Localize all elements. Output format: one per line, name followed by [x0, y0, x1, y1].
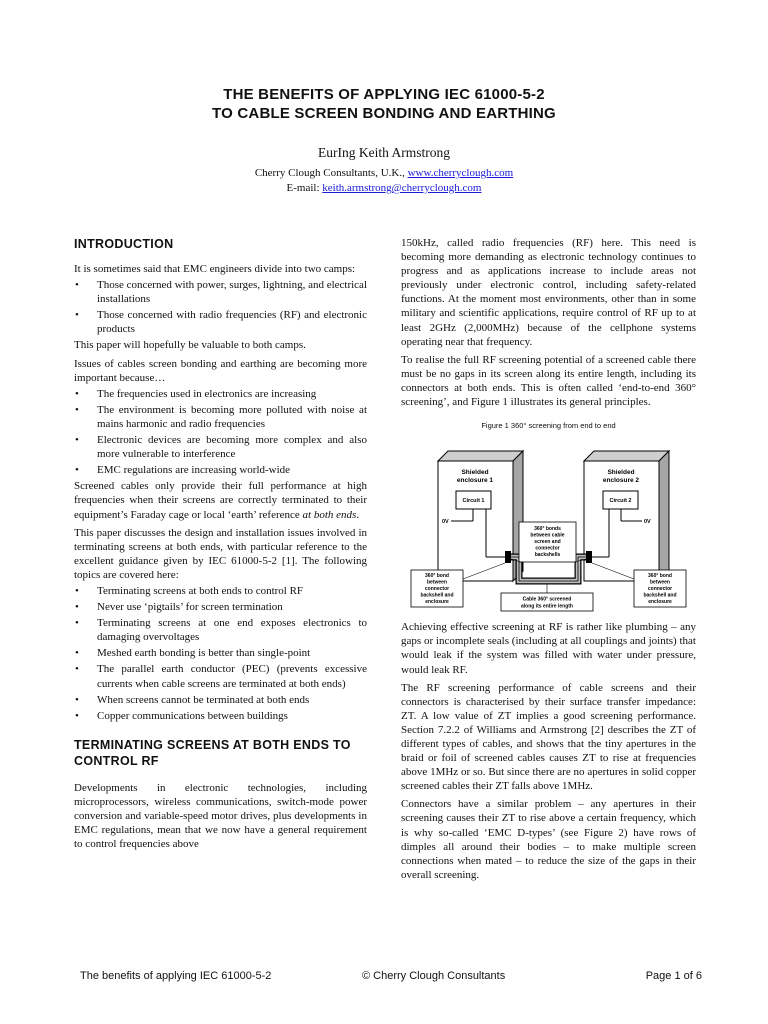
right-paragraph-1: 150kHz, called radio frequencies (RF) here. This need is becoming more demanding as electronic technology continues to progress and as applications increase to include areas not previously under electronic control, including safety-related functions. At the moment most environments, other than in some military and scientific applications, require control of RF up to at least 2GHz (2,000MHz) because of the cellphone systems operating near that frequency.: [401, 237, 696, 348]
list-item: [74, 387, 367, 401]
section-2-paragraph-1: Developments in electronic technologies, including microprocessors, wireless communications, switch-mode power conversion and variable-speed motor drives, plus developments in EMC regulations, mean that we now have a general requirement to control frequencies above: [74, 781, 367, 851]
list-item: [74, 433, 367, 461]
intro-paragraph-4: [74, 479, 367, 521]
center-callout-2: between cable: [530, 532, 565, 539]
list-item-text: When screens cannot be terminated at both ends: [97, 693, 310, 706]
list-item-text: Meshed earth bonding is better than single-point: [97, 647, 311, 660]
list-item-text: The parallel earth conductor (PEC) (prevents excessive currents when cable screens are terminated at both ends): [97, 663, 367, 690]
p4-text: Screened cables only provide their full performance at high frequencies when their screens are correctly terminated to their equipment’s Faraday cage or local ‘earth’ reference: [74, 480, 367, 521]
figure-1: [401, 439, 696, 614]
cable-callout-1: Cable 360° screened: [522, 596, 572, 603]
center-callout-4: connector: [535, 545, 560, 552]
website-link[interactable]: www.cherryclough.com: [407, 167, 514, 179]
section-2-heading-line-2: CONTROL RF: [74, 753, 159, 768]
enclosure-2-label-2: enclosure 2: [602, 477, 640, 485]
left-callout-3: connector: [424, 586, 450, 593]
bullet-icon: •: [75, 647, 79, 660]
zero-v-label-1: 0V: [442, 519, 449, 526]
list-item: [74, 584, 367, 598]
list-item: [74, 662, 367, 690]
paper-title-line-2: TO CABLE SCREEN BONDING AND EARTHING: [212, 105, 556, 122]
list-item-text: Never use ‘pigtails’ for screen termination: [97, 601, 283, 614]
connector-1: [505, 551, 511, 563]
cable-callout-2: along its entire length: [521, 603, 573, 610]
circuit-1-label: Circuit 1: [462, 498, 485, 505]
bullet-icon: •: [75, 693, 79, 706]
right-paragraph-4: The RF screening performance of cable screens and their connectors is characterised by their surface transfer impedance: ZT. A low value of ZT implies a good screening performance. Section 7.2.2 of Williams and Armstrong [2] describes the ZT of different types of cables, and shows that the tiny apertures in the braid or foil of screened cables causes ZT to rise at frequencies above 1MHz or so. But since there are no apertures in solid copper screened cables their ZT falls above 1MHz.: [401, 681, 696, 793]
author-name: EurIng Keith Armstrong: [318, 145, 450, 160]
right-callout-4: backshell and: [643, 592, 677, 599]
list-item-text: The frequencies used in electronics are increasing: [97, 387, 317, 400]
center-callout-1: 360° bonds: [534, 526, 561, 533]
circuit-2-label: Circuit 2: [609, 498, 632, 505]
affiliation: [0, 167, 768, 179]
figure-1-caption: Figure 1 360° screening from end to end: [481, 421, 616, 431]
enclosure-1-top: [438, 451, 523, 461]
paper-title-line-1: THE BENEFITS OF APPLYING IEC 61000-5-2: [223, 86, 545, 103]
camps-list: [74, 278, 367, 336]
right-paragraph-2: To realise the full RF screening potential of a screened cable there must be no gaps in its screen along its entire length, including its connectors at both ends. This is often called ‘end-to-end 360° screening’, and Figure 1 illustrates its general principles.: [401, 353, 696, 409]
list-item: [74, 693, 367, 707]
list-item-text: Those concerned with power, surges, lightning, and electrical installations: [97, 279, 367, 306]
list-item: [74, 463, 367, 477]
bullet-icon: •: [75, 309, 79, 322]
left-callout-2: between: [426, 579, 448, 586]
page-footer: [0, 970, 768, 986]
list-item-text: EMC regulations are increasing world-wide: [97, 464, 291, 477]
list-item: [74, 278, 367, 306]
list-item: [74, 709, 367, 723]
footer-copyright: © Cherry Clough Consultants: [362, 970, 506, 982]
topics-list: [74, 584, 367, 723]
zero-v-label-2: 0V: [644, 519, 651, 526]
left-callout-1: 360° bond: [425, 573, 449, 580]
bullet-icon: •: [75, 403, 79, 416]
enclosure-1-label-1: Shielded: [461, 469, 489, 477]
bullet-icon: •: [75, 663, 79, 676]
right-column: [401, 236, 696, 882]
reasons-list: [74, 387, 367, 478]
title-block: [0, 85, 768, 194]
connector-2: [586, 551, 592, 563]
footer-page-number: Page 1 of 6: [645, 970, 702, 982]
list-item-text: Those concerned with radio frequencies (RF) and electronic products: [97, 309, 367, 336]
center-callout-5: backshells: [534, 552, 561, 559]
bullet-icon: •: [75, 434, 79, 447]
list-item-text: Electronic devices are becoming more complex and also more vulnerable to interference: [97, 434, 367, 461]
left-callout-4: backshell and: [420, 592, 454, 599]
bullet-icon: •: [75, 464, 79, 477]
right-callout-1: 360° bond: [648, 573, 672, 580]
intro-paragraph-1: It is sometimes said that EMC engineers divide into two camps:: [74, 263, 356, 275]
bullet-icon: •: [75, 584, 79, 597]
intro-paragraph-2: This paper will hopefully be valuable to both camps.: [74, 339, 306, 352]
section-2-heading-line-1: TERMINATING SCREENS AT BOTH ENDS TO: [74, 737, 351, 752]
intro-heading: INTRODUCTION: [74, 237, 174, 251]
intro-paragraph-3: Issues of cables screen bonding and earthing are becoming more important because…: [74, 357, 367, 384]
email-line: [0, 182, 768, 194]
footer-title: The benefits of applying IEC 61000-5-2: [80, 970, 272, 982]
list-item: [74, 646, 367, 660]
intro-paragraph-5: This paper discusses the design and installation issues involved in terminating screens at both ends, with particular reference to the excellent guidance given by IEC 61000-5-2 [1]. The following topics are covered here:: [74, 526, 367, 581]
left-column: [74, 236, 367, 851]
bullet-icon: •: [75, 279, 79, 292]
center-callout-3: screen and: [534, 539, 561, 546]
list-item: [74, 308, 367, 336]
email-label: E-mail:: [286, 182, 323, 194]
p4-end: .: [356, 508, 360, 521]
bullet-icon: •: [75, 387, 79, 400]
enclosure-2-side: [659, 451, 669, 581]
list-item-text: The environment is becoming more polluted with noise at mains harmonic and radio frequencies: [97, 403, 367, 430]
left-callout-5: enclosure: [425, 599, 449, 606]
list-item: [74, 403, 367, 431]
bullet-icon: •: [75, 709, 79, 722]
figure-1-diagram: [401, 439, 696, 614]
affiliation-text: Cherry Clough Consultants, U.K.,: [254, 167, 408, 179]
right-paragraph-5: Connectors have a similar problem – any apertures in their screening causes their ZT to rise above a certain frequency, which is why so-called ‘EMC D-types’ (see Figure 2) have rows of dimples all around their bodies – to make multiple screen connections when mated – to reduce the size of the gaps in their overall screening.: [401, 798, 696, 881]
list-item: [74, 616, 367, 644]
list-item-text: Copper communications between buildings: [97, 709, 288, 722]
email-link[interactable]: keith.armstrong@cherryclough.com: [322, 182, 482, 194]
enclosure-2-label-1: Shielded: [607, 469, 635, 477]
list-item-text: Terminating screens at both ends to control RF: [97, 584, 304, 597]
list-item: [74, 600, 367, 614]
list-item-text: Terminating screens at one end exposes electronics to damaging overvoltages: [97, 617, 367, 644]
enclosure-2-top: [584, 451, 669, 461]
right-paragraph-3: Achieving effective screening at RF is rather like plumbing – any gaps or incomplete seals (including at all couplings and joints) that would leak if the system was filled with water under pressure, would leak RF.: [401, 621, 696, 676]
right-callout-3: connector: [647, 586, 673, 593]
bullet-icon: •: [75, 601, 79, 614]
bullet-icon: •: [75, 617, 79, 630]
p4-italic: at both ends: [302, 508, 357, 521]
right-callout-5: enclosure: [648, 599, 672, 606]
right-callout-2: between: [649, 579, 671, 586]
section-2-heading: [74, 737, 367, 769]
enclosure-1-label-2: enclosure 1: [456, 477, 494, 485]
